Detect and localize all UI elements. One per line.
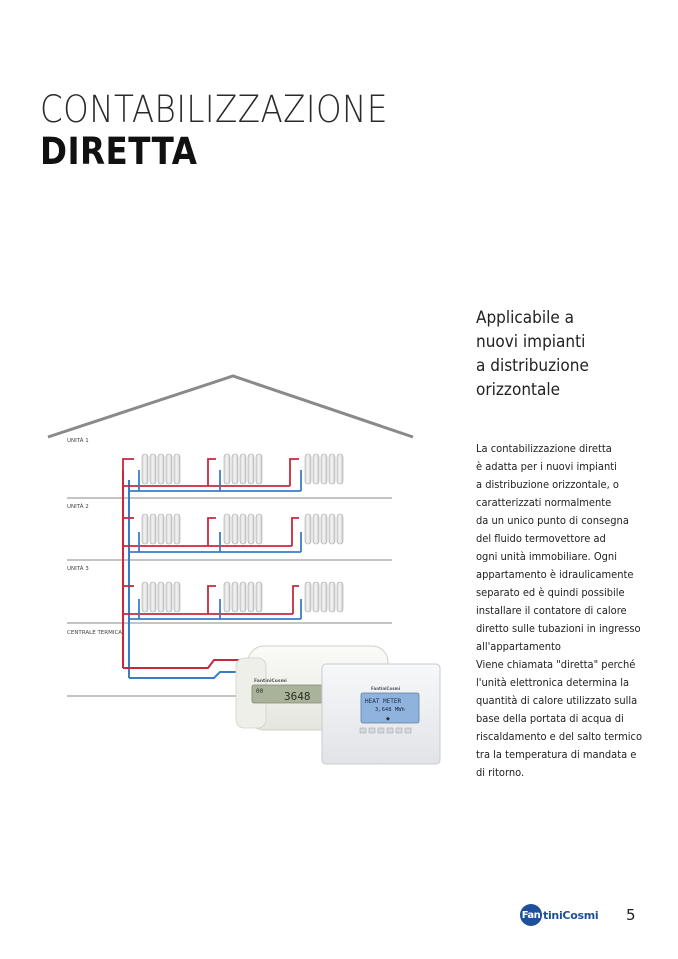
panel-brand: FantiniCosmi	[371, 686, 401, 691]
body-line: del fluido termovettore ad	[476, 532, 606, 545]
body-line: separato ed è quindi possibile	[476, 586, 625, 599]
floor-1-piping	[123, 459, 301, 491]
body-line: quantità di calore utilizzato sulla	[476, 694, 638, 707]
meter-lcd-value: 3648	[284, 690, 311, 703]
panel-lcd-line2: 3,648 MWh	[375, 707, 405, 713]
central-piping	[123, 660, 250, 678]
radiator-icon	[142, 454, 180, 484]
radiator-icon	[224, 454, 262, 484]
subtitle-line: nuovi impianti	[476, 332, 586, 352]
panel-lcd-arrow: ◆	[386, 716, 390, 722]
body-line: riscaldamento e del salto termico	[476, 730, 643, 743]
subtitle-line: Applicabile a	[476, 308, 575, 328]
brand-logo	[520, 904, 598, 926]
floor-3-piping	[123, 586, 301, 619]
meter-brand: FantiniCosmi	[254, 679, 287, 684]
body-line: La contabilizzazione diretta	[476, 442, 612, 455]
body-line: da un unico punto di consegna	[476, 514, 629, 527]
radiator-icon	[224, 582, 262, 612]
subtitle-line: orizzontale	[476, 380, 561, 400]
subtitle	[476, 306, 638, 402]
radiator-icon	[142, 514, 180, 544]
body-line: l'unità elettronica determina la	[476, 676, 630, 689]
display-panel-device	[322, 664, 440, 764]
floor-label: UNITÀ 1	[67, 438, 89, 444]
body-line: è adatta per i nuovi impianti	[476, 460, 617, 473]
panel-lcd-line1: HEAT METER	[365, 698, 402, 705]
body-line: base della portata di acqua di	[476, 712, 624, 725]
body-line: Viene chiamata "diretta" perché	[476, 658, 636, 671]
body-paragraph	[476, 440, 647, 782]
radiator-icon	[305, 454, 343, 484]
floor-2-piping	[123, 518, 301, 552]
radiator-icon	[142, 582, 180, 612]
subtitle-line: a distribuzione	[476, 356, 589, 376]
body-line: diretto sulle tubazioni in ingresso	[476, 622, 641, 635]
page-number: 5	[626, 906, 636, 924]
body-line: all'appartamento	[476, 640, 561, 653]
floor-label: UNITÀ 3	[67, 566, 89, 572]
radiator-icon	[224, 514, 262, 544]
body-line: a distribuzione orizzontale, o	[476, 478, 619, 491]
logo-text: tiniCosmi	[543, 908, 599, 922]
logo-mark: Fan	[520, 904, 542, 926]
body-line: ogni unità immobiliare. Ogni	[476, 550, 617, 563]
floor-label: UNITÀ 2	[67, 504, 89, 510]
radiator-icon	[305, 514, 343, 544]
body-line: installare il contatore di calore	[476, 604, 627, 617]
body-line: caratterizzati normalmente	[476, 496, 612, 509]
page-title-line1: CONTABILIZZAZIONE	[40, 88, 388, 131]
radiator-icon	[305, 582, 343, 612]
meter-lcd-prefix: 00	[256, 688, 264, 695]
body-line: tra la temperatura di mandata e	[476, 748, 637, 761]
roof-line	[48, 376, 413, 437]
floor-label: CENTRALE TERMICA	[67, 630, 123, 636]
heating-distribution-diagram	[0, 360, 460, 780]
page-title-line2: DIRETTA	[40, 130, 198, 173]
body-line: di ritorno.	[476, 766, 525, 779]
body-line: appartamento è idraulicamente	[476, 568, 634, 581]
